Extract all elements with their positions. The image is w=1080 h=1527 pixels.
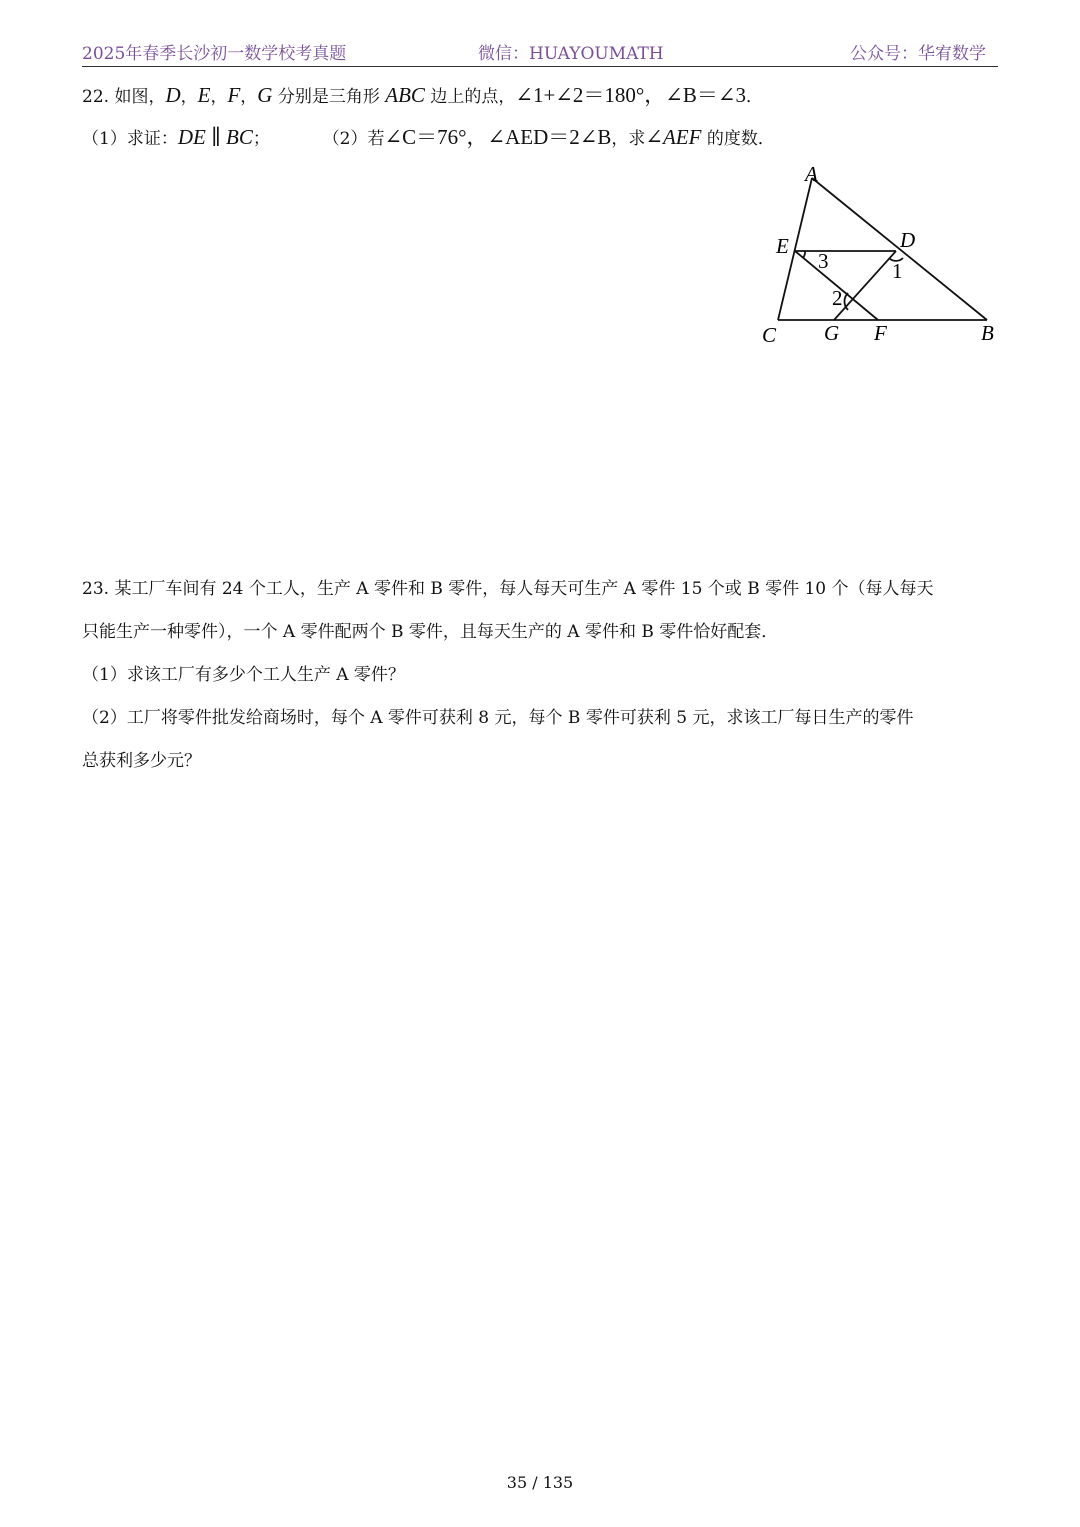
q22-condition: ∠1+∠2＝180°，∠B＝∠3: [515, 83, 746, 107]
q23-stem-line1: 23. 某工厂车间有 24 个工人，生产 A 零件和 B 零件，每人每天可生产 A 零件 15 个或 B 零件 10 个（每人每天: [82, 579, 934, 599]
q23-part1: （1）求该工厂有多少个工人生产 A 零件？: [82, 665, 405, 685]
label-e: E: [776, 234, 789, 258]
header-title: 2025年春季长沙初一数学校考真题: [82, 44, 347, 64]
q22-parts: [82, 126, 775, 150]
label-a: A: [805, 162, 818, 186]
label-g: G: [824, 321, 840, 345]
label-b: B: [981, 321, 994, 345]
q23-stem-line2: 只能生产一种零件），一个 A 零件配两个 B 零件，且每天生产的 A 零件和 B 零件恰好配套．: [82, 622, 779, 642]
label-angle2: 2: [832, 286, 843, 310]
q22-part2: （2）若∠C＝76°，∠AED＝2∠B，求∠AEF 的度数．: [322, 125, 775, 149]
page-number: 35 / 135: [506, 1473, 574, 1492]
q23-part2-line1: （2）工厂将零件批发给商场时，每个 A 零件可获利 8 元，每个 B 零件可获利 5 元，求该工厂每日生产的零件: [82, 708, 914, 728]
triangle-diagram: [750, 158, 1010, 353]
page-header: [82, 38, 998, 67]
header-account: 公众号：华宥数学: [850, 44, 986, 64]
header-wechat: 微信：HUAYOUMATH: [478, 44, 664, 64]
label-c: C: [762, 323, 777, 347]
label-angle3: 3: [818, 249, 829, 273]
q23-part2-line2: 总获利多少元？: [82, 751, 201, 771]
label-angle1: 1: [892, 259, 903, 283]
angle3-arc: [803, 251, 805, 258]
q22-stem: 22. 如图，D，E，F，G 分别是三角形 ABC 边上的点，∠1+∠2＝180°，∠B＝∠3．: [82, 83, 763, 107]
label-d: D: [900, 228, 916, 252]
q22-part1: （1）求证：DE ∥ BC；: [82, 125, 270, 149]
triangle-figure: [750, 158, 1010, 353]
label-f: F: [874, 321, 887, 345]
